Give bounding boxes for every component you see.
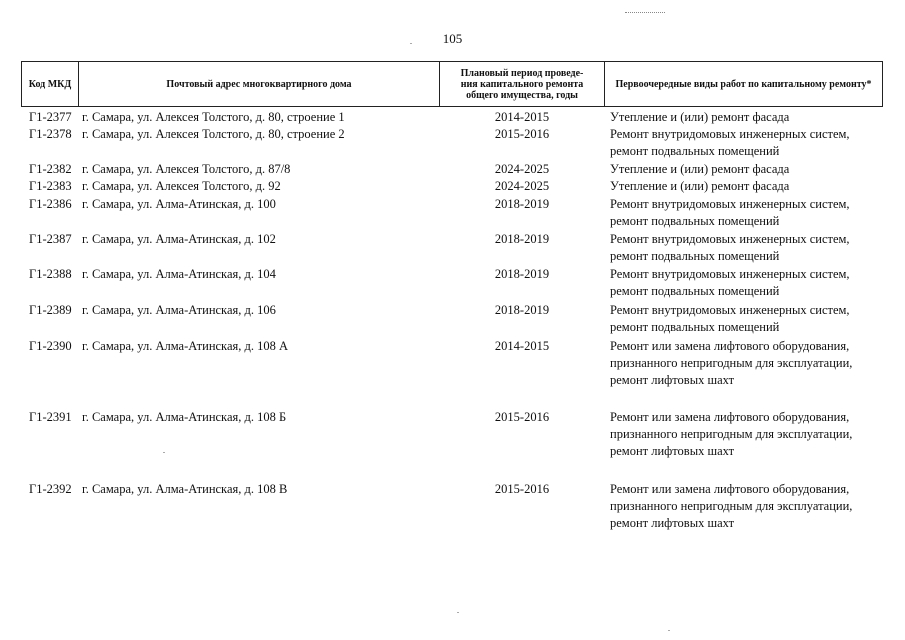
row-code: Г1-2386 <box>29 197 72 211</box>
header-works: Первоочередные виды работ по капитальному ремонту* <box>604 61 883 107</box>
row-works: Ремонт внутридомовых инженерных систем, ремонт подвальных помещений <box>610 232 850 263</box>
row-code: Г1-2390 <box>29 339 72 353</box>
scan-speck <box>163 452 165 453</box>
row-period: 2014-2015 <box>494 110 550 124</box>
row-code: Г1-2382 <box>29 162 72 176</box>
row-address: г. Самара, ул. Алексея Толстого, д. 80, строение 2 <box>82 127 345 141</box>
scan-speck <box>457 612 459 613</box>
row-address: г. Самара, ул. Алма-Атинская, д. 104 <box>82 267 276 281</box>
header-period: Плановый период проведе- ния капитального ремонта общего имущества, годы <box>439 61 605 107</box>
row-period: 2018-2019 <box>494 303 550 317</box>
row-period: 2018-2019 <box>494 232 550 246</box>
row-address: г. Самара, ул. Алма-Атинская, д. 100 <box>82 197 276 211</box>
scan-speck <box>668 630 670 631</box>
header-address: Почтовый адрес многоквартирного дома <box>78 61 440 107</box>
row-period: 2015-2016 <box>494 482 550 496</box>
row-works: Ремонт или замена лифтового оборудования, признанного непригодным для эксплуатации, ремонт лифтовых шахт <box>610 339 853 387</box>
row-address: г. Самара, ул. Алексея Толстого, д. 87/8 <box>82 162 291 176</box>
row-period: 2015-2016 <box>494 410 550 424</box>
row-address: г. Самара, ул. Алексея Толстого, д. 92 <box>82 179 281 193</box>
row-code: Г1-2383 <box>29 179 72 193</box>
row-works: Ремонт внутридомовых инженерных систем, ремонт подвальных помещений <box>610 127 850 158</box>
row-works: Ремонт или замена лифтового оборудования, признанного непригодным для эксплуатации, ремонт лифтовых шахт <box>610 482 853 530</box>
row-period: 2024-2025 <box>494 179 550 193</box>
page-number: 105 <box>442 31 463 46</box>
row-code: Г1-2387 <box>29 232 72 246</box>
row-works: Ремонт внутридомовых инженерных систем, ремонт подвальных помещений <box>610 267 850 298</box>
row-period: 2015-2016 <box>494 127 550 141</box>
row-works: Утепление и (или) ремонт фасада <box>610 110 790 124</box>
row-address: г. Самара, ул. Алма-Атинская, д. 106 <box>82 303 276 317</box>
scan-speck <box>410 43 412 44</box>
row-works: Утепление и (или) ремонт фасада <box>610 162 790 176</box>
row-code: Г1-2392 <box>29 482 72 496</box>
row-code: Г1-2388 <box>29 267 72 281</box>
row-period: 2018-2019 <box>494 267 550 281</box>
row-period: 2014-2015 <box>494 339 550 353</box>
row-address: г. Самара, ул. Алма-Атинская, д. 102 <box>82 232 276 246</box>
row-works: Ремонт внутридомовых инженерных систем, ремонт подвальных помещений <box>610 303 850 334</box>
row-address: г. Самара, ул. Алма-Атинская, д. 108 В <box>82 482 288 496</box>
row-address: г. Самара, ул. Алма-Атинская, д. 108 А <box>82 339 288 353</box>
row-address: г. Самара, ул. Алма-Атинская, д. 108 Б <box>82 410 287 424</box>
header-code: Код МКД <box>21 61 79 107</box>
row-works: Утепление и (или) ремонт фасада <box>610 179 790 193</box>
row-code: Г1-2377 <box>29 110 72 124</box>
row-code: Г1-2378 <box>29 127 72 141</box>
row-works: Ремонт или замена лифтового оборудования, признанного непригодным для эксплуатации, ремонт лифтовых шахт <box>610 410 853 458</box>
row-code: Г1-2389 <box>29 303 72 317</box>
row-address: г. Самара, ул. Алексея Толстого, д. 80, строение 1 <box>82 110 345 124</box>
row-works: Ремонт внутридомовых инженерных систем, ремонт подвальных помещений <box>610 197 850 228</box>
row-period: 2024-2025 <box>494 162 550 176</box>
scan-mark <box>625 12 665 14</box>
row-code: Г1-2391 <box>29 410 72 424</box>
row-period: 2018-2019 <box>494 197 550 211</box>
